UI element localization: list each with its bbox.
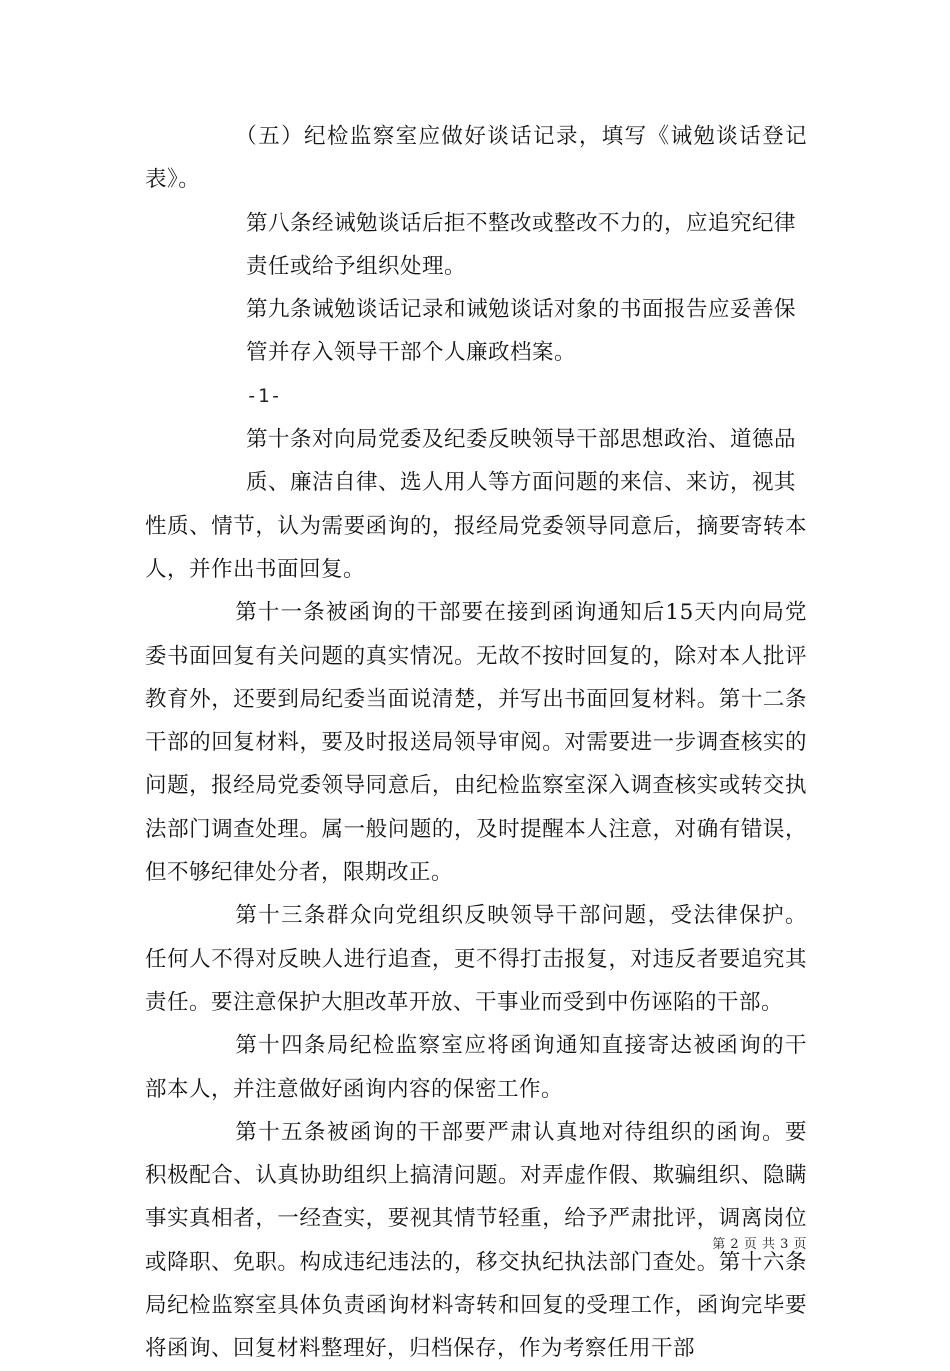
page-footer: 第 2 页 共 3 页 — [712, 1237, 807, 1252]
paragraph-item-5: （五）纪检监察室应做好谈话记录，填写《诫勉谈话登记表》。 — [145, 124, 807, 193]
paragraph-article-15-16: 第十五条被函询的干部要严肃认真地对待组织的函询。要积极配合、认真协助组织上搞清问题。对弄虚作假、欺骗组织、隐瞒事实真相者，一经查实，要视其情节轻重，给予严肃批评，调离岗位或降职、免职。构成违纪违法的，移交执纪执法部门查处。第十六条局纪检监察室具体负责函询材料寄转和回复的受理工作，函询完毕要将函询、回复材料整理好，归档保存，作为考察任用干部 — [145, 1119, 807, 1362]
paragraph-article-8: 第八条经诫勉谈话后拒不整改或整改不力的，应追究纪律责任或给予组织处理。 — [246, 210, 797, 279]
paragraph-article-14: 第十四条局纪检监察室应将函询通知直接寄达被函询的干部本人，并注意做好函询内容的保密工作。 — [145, 1033, 807, 1102]
paragraph-article-10-rest: 性质、情节，认为需要函询的，报经局党委领导同意后，摘要寄转本人，并作出书面回复。 — [145, 513, 807, 582]
paragraph-article-9: 第九条诫勉谈话记录和诫勉谈话对象的书面报告应妥善保管并存入领导干部个人廉政档案。 — [246, 297, 797, 366]
paragraph-article-10-heading: 第十条对向局党委及纪委反映领导干部思想政治、道德品 — [246, 427, 797, 453]
paragraph-article-13: 第十三条群众向党组织反映领导干部问题，受法律保护。任何人不得对反映人进行追查，更不得打击报复，对违反者要追究其责任。要注意保护大胆改革开放、干事业而受到中伤诬陷的干部。 — [145, 903, 807, 1015]
page-marker: -1- — [246, 384, 282, 407]
document-body — [145, 115, 807, 1371]
paragraph-article-10-body — [145, 461, 807, 591]
paragraph-article-11-12: 第十一条被函询的干部要在接到函询通知后15天内向局党委书面回复有关问题的真实情况。无故不按时回复的，除对本人批评教育外，还要到局纪委当面说清楚，并写出书面回复材料。第十二条干部的回复材料，要及时报送局领导审阅。对需要进一步调查核实的问题，报经局党委领导同意后，由纪检监察室深入调查核实或转交执法部门调查处理。属一般问题的，及时提醒本人注意，对确有错误，但不够纪律处分者，限期改正。 — [145, 600, 807, 886]
paragraph-article-10-first-line: 质、廉洁自律、选人用人等方面问题的来信、来访，视其 — [246, 470, 797, 496]
